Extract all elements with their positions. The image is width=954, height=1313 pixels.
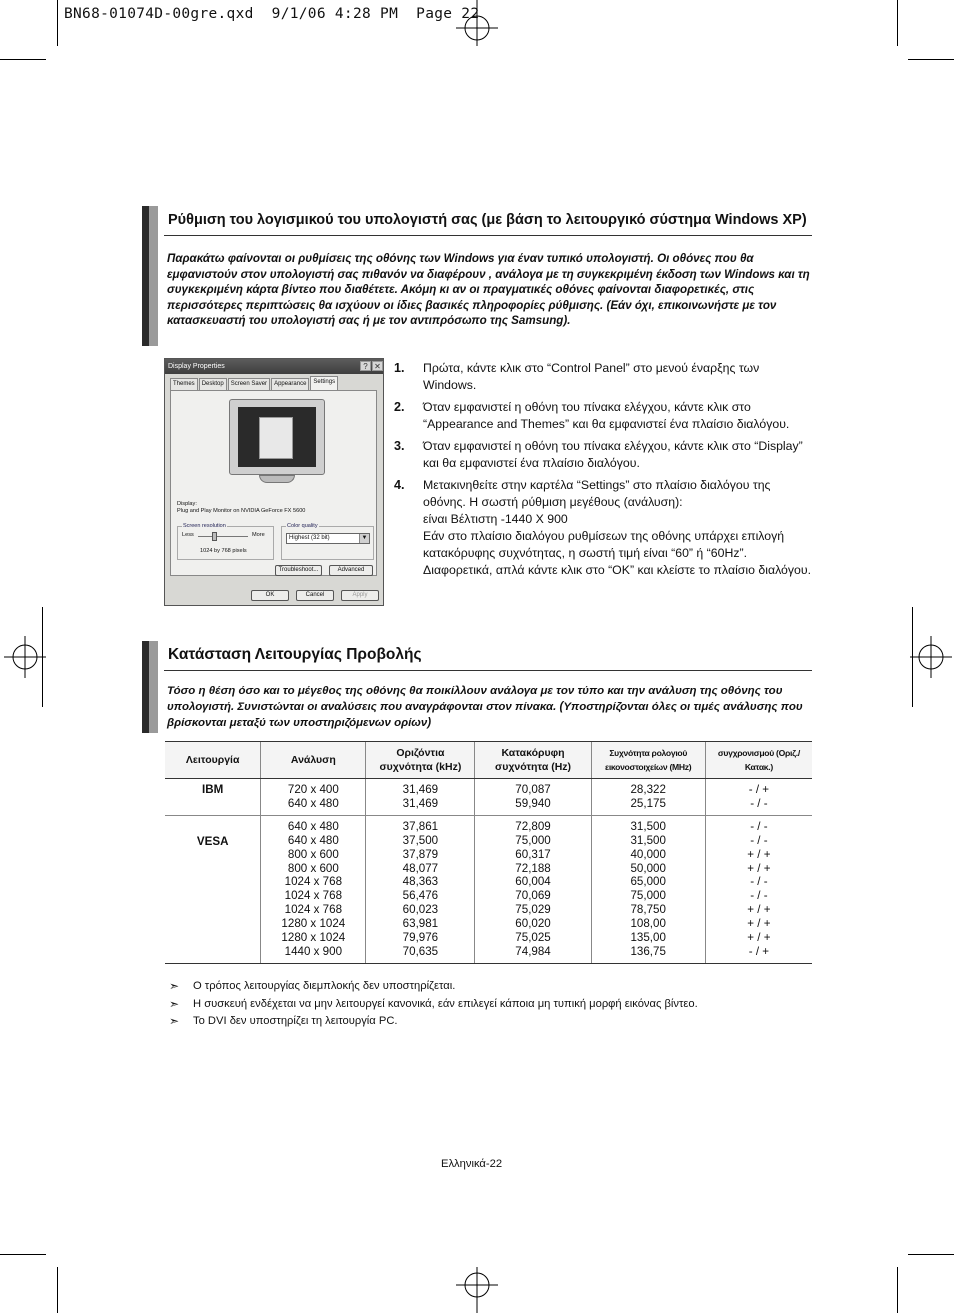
step-item <box>394 360 812 394</box>
registration-mark-icon <box>4 636 46 678</box>
color-quality-group <box>281 523 374 560</box>
tab-themes[interactable]: Themes <box>170 378 198 392</box>
tab-desktop[interactable]: Desktop <box>199 378 227 392</box>
v-freq-cell: 72,809 75,000 60,317 72,188 60,004 70,069 75,029 60,020 75,025 74,984 <box>475 815 591 963</box>
clock-cell: 31,500 31,500 40,000 50,000 65,000 75,000 78,750 108,00 135,00 136,75 <box>591 815 705 963</box>
display-modes-table <box>165 741 812 964</box>
ok-button[interactable]: OK <box>251 590 289 601</box>
arrow-bullet-icon: ➣ <box>169 979 180 993</box>
sync-cell: - / - - / - + / + + / + - / - - / - + / + + / + + / + - / + <box>705 815 812 963</box>
step-number: 2. <box>394 400 405 414</box>
resolution-value: 1024 by 768 pixels <box>200 548 247 554</box>
step-text: Όταν εμφανιστεί η οθόνη του πίνακα ελέγχου, κάντε κλικ στο “Display” και θα εμφανιστεί ένα πλαίσιο διαλόγου. <box>423 439 803 470</box>
help-button[interactable]: ? <box>360 361 371 371</box>
step-item <box>394 438 812 472</box>
apply-button[interactable]: Apply <box>341 590 379 601</box>
page-number: Ελληνικά-22 <box>441 1158 503 1170</box>
mode-cell: VESA <box>165 815 261 963</box>
step-text: Μετακινηθείτε στην καρτέλα “Settings” στο πλαίσιο διαλόγου της οθόνης. Η σωστή ρύθμιση μεγέθους (ανάλυση): είναι Βέλτιστη -1440 X 900 Εάν στο πλαίσιο διαλόγου ρυθμίσεων της οθόνης υπάρχει επιλογή κατακόρυφης συχνότητας, η σωστή τιμή είναι “60” ή “60Hz”. Διαφορετικά, απλά κάντε κλικ στο “OK” και κλείστε το πλαίσιο διαλόγου. <box>423 478 811 577</box>
section-title: Κατάσταση Λειτουργίας Προβολής <box>168 646 422 663</box>
header-sync: συγχρονισμού (Οριζ./Κατακ.) <box>705 742 812 779</box>
step-text: Όταν εμφανιστεί η οθόνη του πίνακα ελέγχου, κάντε κλικ στο “Appearance and Themes” και θα εμφανιστεί ένα πλαίσιο διαλόγου. <box>423 400 790 431</box>
color-quality-label: Color quality <box>287 523 318 529</box>
section-marker-bar <box>142 641 158 733</box>
registration-mark-icon <box>910 636 952 678</box>
header-v-freq: Κατακόρυφη συχνότητα (Hz) <box>475 742 591 779</box>
resolution-slider-thumb[interactable] <box>212 532 217 541</box>
steps-list <box>394 360 812 584</box>
tab-appearance[interactable]: Appearance <box>271 378 309 392</box>
monitor-preview-icon <box>229 399 325 475</box>
tab-screen-saver[interactable]: Screen Saver <box>228 378 270 392</box>
step-number: 1. <box>394 361 405 375</box>
header-h-freq: Οριζόντια συχνότητα (kHz) <box>366 742 475 779</box>
monitor-stand <box>259 475 295 483</box>
more-label: More <box>252 532 265 538</box>
section-intro: Τόσο η θέση όσο και το μέγεθος της οθόνης θα ποικίλλουν ανάλογα με τον τύπο και την ανάλυση της οθόνης του υπολογιστή. Συνιστώνται οι αναλύσεις που αναγράφονται στον πίνακα. (Υποστηρίζονται όλες οι τιμές ανάλυσης που βρίσκονται μεταξύ των υποστηριζόμενων ορίων) <box>167 685 803 729</box>
mode-cell: IBM <box>165 779 261 816</box>
section-title: Ρύθμιση του λογισμικού του υπολογιστή σας (με βάση το λειτουργικό σύστημα Windows XP) <box>168 212 807 228</box>
note-text: Η συσκευή ενδέχεται να μην λειτουργεί κανονικά, εάν επιλεγεί κάποια μη τυπική μορφή εικόνας βίντεο. <box>193 997 698 1010</box>
header-resolution: Ανάλυση <box>261 742 366 779</box>
note-item <box>169 978 698 996</box>
note-item <box>169 1013 698 1031</box>
less-label: Less <box>182 532 194 538</box>
chevron-down-icon: ▼ <box>359 534 369 543</box>
resolution-group-label: Screen resolution <box>183 523 226 529</box>
dialog-title: Display Properties <box>165 359 383 374</box>
note-text: Ο τρόπος λειτουργίας διεμπλοκής δεν υποστηρίζεται. <box>193 980 456 992</box>
resolution-group <box>177 523 274 560</box>
settings-panel <box>170 390 377 576</box>
close-button[interactable]: ✕ <box>372 361 383 371</box>
v-freq-cell: 70,087 59,940 <box>475 779 591 816</box>
header-pixel-clock: Συχνότητα ρολογιού εικονοστοιχείων (MHz) <box>591 742 705 779</box>
section-intro: Παρακάτω φαίνονται οι ρυθμίσεις της οθόνης των Windows για έναν τυπικό υπολογιστή. Οι οθόνες που θα εμφανιστούν στον υπολογιστή σας πιθανόν να διαφέρουν , ανάλογα με τη συγκεκριμένη έκδοση των Windows και τη συγκεκριμένη κάρτα βίντεο που διαθέτετε. Ακόμη κι αν οι πραγματικές οθόνες φαίνονται διαφορετικές, στις περισσότερες περιπτώσεις θα ισχύουν οι ίδιες βασικές πληροφορίες ρύθμισης. (Εάν όχι, επικοινωνήστε με τον κατασκευαστή του υπολογιστή σας ή με τον αντιπρόσωπο της Samsung). <box>167 252 810 328</box>
step-item <box>394 477 812 579</box>
advanced-button[interactable]: Advanced <box>329 565 373 576</box>
header-mode: Λειτουργία <box>165 742 261 779</box>
arrow-bullet-icon: ➣ <box>169 1014 180 1028</box>
table-header-row <box>165 742 812 779</box>
arrow-bullet-icon: ➣ <box>169 996 180 1011</box>
resolution-slider-track[interactable] <box>198 536 248 537</box>
note-text: Το DVI δεν υποστηρίζει τη λειτουργία PC. <box>193 1015 398 1027</box>
h-freq-cell: 37,861 37,500 37,879 48,077 48,363 56,476 60,023 63,981 79,976 70,635 <box>366 815 475 963</box>
table-row <box>165 779 812 816</box>
resolution-cell: 720 x 400 640 x 480 <box>261 779 366 816</box>
resolution-cell: 640 x 480 640 x 480 800 x 600 800 x 600 1024 x 768 1024 x 768 1024 x 768 1280 x 1024 1280 x 1024 1440 x 900 <box>261 815 366 963</box>
table-row <box>165 815 812 963</box>
display-value: Plug and Play Monitor on NVIDIA GeForce FX 5600 <box>177 508 306 514</box>
step-text: Πρώτα, κάντε κλικ στο “Control Panel” στο μενού έναρξης των Windows. <box>423 361 760 392</box>
tab-settings[interactable]: Settings <box>310 376 338 390</box>
clock-cell: 28,322 25,175 <box>591 779 705 816</box>
step-item <box>394 399 812 433</box>
display-label: Display: <box>177 501 197 507</box>
color-quality-value: Highest (32 bit) <box>289 535 330 541</box>
h-freq-cell: 31,469 31,469 <box>366 779 475 816</box>
display-properties-dialog <box>164 358 384 606</box>
note-item <box>169 996 698 1014</box>
cancel-button[interactable]: Cancel <box>296 590 334 601</box>
sync-cell: - / + - / - <box>705 779 812 816</box>
section-rule <box>164 235 812 236</box>
troubleshoot-button[interactable]: Troubleshoot... <box>275 565 322 576</box>
section-marker-bar <box>142 206 158 346</box>
registration-mark-icon <box>456 1267 498 1313</box>
color-quality-select[interactable] <box>286 533 370 544</box>
step-number: 3. <box>394 439 405 453</box>
step-number: 4. <box>394 478 405 492</box>
section-rule <box>164 670 812 671</box>
notes-list <box>169 978 698 1031</box>
preview-window <box>259 417 293 459</box>
print-header-stamp: BN68-01074D-00gre.qxd 9/1/06 4:28 PM Page 22 <box>64 6 480 22</box>
